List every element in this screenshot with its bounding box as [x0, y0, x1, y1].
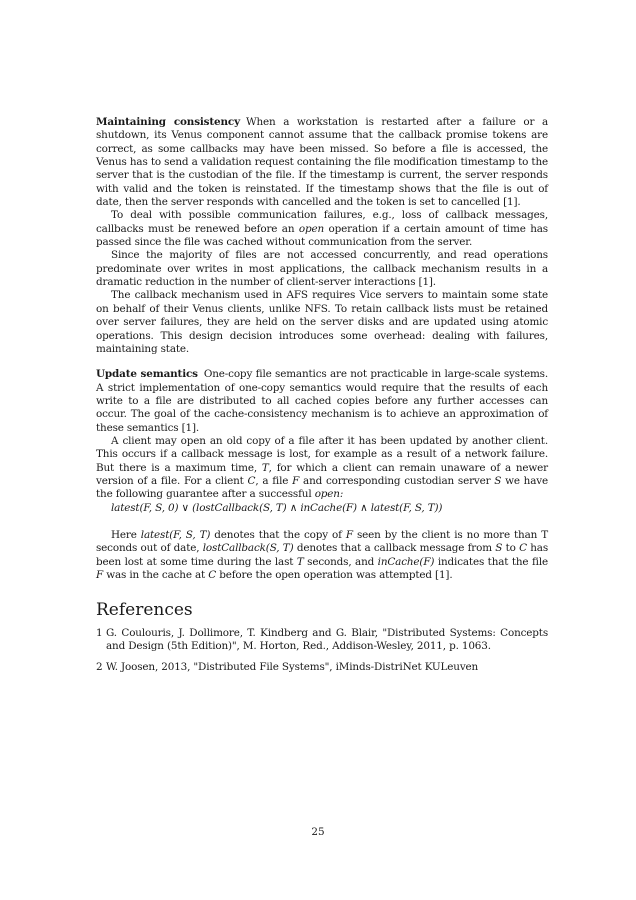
section1-paragraph-2: To deal with possible communication failures, e.g., loss of callback messages, callbacks must be renewed before an open operation if a certain amount of time has passed since the file was cached without communication from the server.	[96, 209, 548, 249]
reference-number: 2	[96, 661, 103, 674]
section2-paragraph-1: Update semantics One-copy file semantics are not practicable in large-scale systems. A strict implementation of one-copy semantics would require that the results of each write to a file are distributed to all cached copies before any further accesses can occur. The goal of the cache-consistency mechanism is to achieve an approximation of these semantics [1].	[96, 368, 548, 434]
reference-text: G. Coulouris, J. Dollimore, T. Kindberg and G. Blair, "Distributed Systems: Concepts and Design (5th Edition)", M. Horton, Red., Addison-Wesley, 2011, p. 1063.	[106, 626, 548, 653]
references-heading: References	[96, 600, 193, 621]
section2-heading: Update semantics	[96, 368, 198, 381]
reference-text: W. Joosen, 2013, "Distributed File Systems", iMinds-DistriNet KULeuven	[106, 661, 479, 674]
body-text	[96, 116, 548, 675]
section2-paragraph-3: Here latest(F, S, T) denotes that the copy of F seen by the client is no more than T seconds out of date, lostCallback(S, T) denotes that a callback message from S to C has been lost at some time during the last T seconds, and inCache(F) indicates that the file F was in the cache at C before the open operation was attempted [1].	[96, 528, 549, 581]
section2-paragraph-2: A client may open an old copy of a file after it has been updated by another client. This occurs if a callback message is lost, for example as a result of a network failure. But there is a maximum time, T, for which a client can remain unaware of a newer version of a file. For a client C, a file F and corresponding custodian server S we have the following guarantee after a successful open:	[96, 434, 548, 501]
guarantee-formula: latest(F, S, 0) ∨ (lostCallback(S, T) ∧ inCache(F) ∧ latest(F, S, T))	[111, 501, 443, 514]
reference-item	[96, 661, 548, 674]
reference-item	[96, 627, 548, 654]
section1-paragraph-3: Since the majority of files are not accessed concurrently, and read operations predominate over writes in most applications, the callback mechanism results in a dramatic reduction in the number of client-server interactions [1].	[96, 249, 548, 289]
page-number: 25	[311, 826, 325, 838]
section1-heading: Maintaining consistency	[96, 116, 240, 128]
reference-number: 1	[96, 626, 103, 639]
section1-paragraph-1: Maintaining consistency When a workstation is restarted after a failure or a shutdown, its Venus component cannot assume that the callback promise tokens are correct, as some callbacks may have been missed. So before a file is accessed, the Venus has to send a validation request containing the file modification timestamp to the server that is the custodian of the file. If the timestamp is current, the server responds with valid and the token is reinstated. If the timestamp shows that the file is out of date, then the server responds with cancelled and the token is set to cancelled [1].	[96, 116, 548, 209]
section1-paragraph-4: The callback mechanism used in AFS requires Vice servers to maintain some state on behalf of their Venus clients, unlike NFS. To retain callback lists must be retained over server failures, they are held on the server disks and are updated using atomic operations. This design decision introduces some overhead: dealing with failures, maintaining state.	[96, 289, 548, 355]
